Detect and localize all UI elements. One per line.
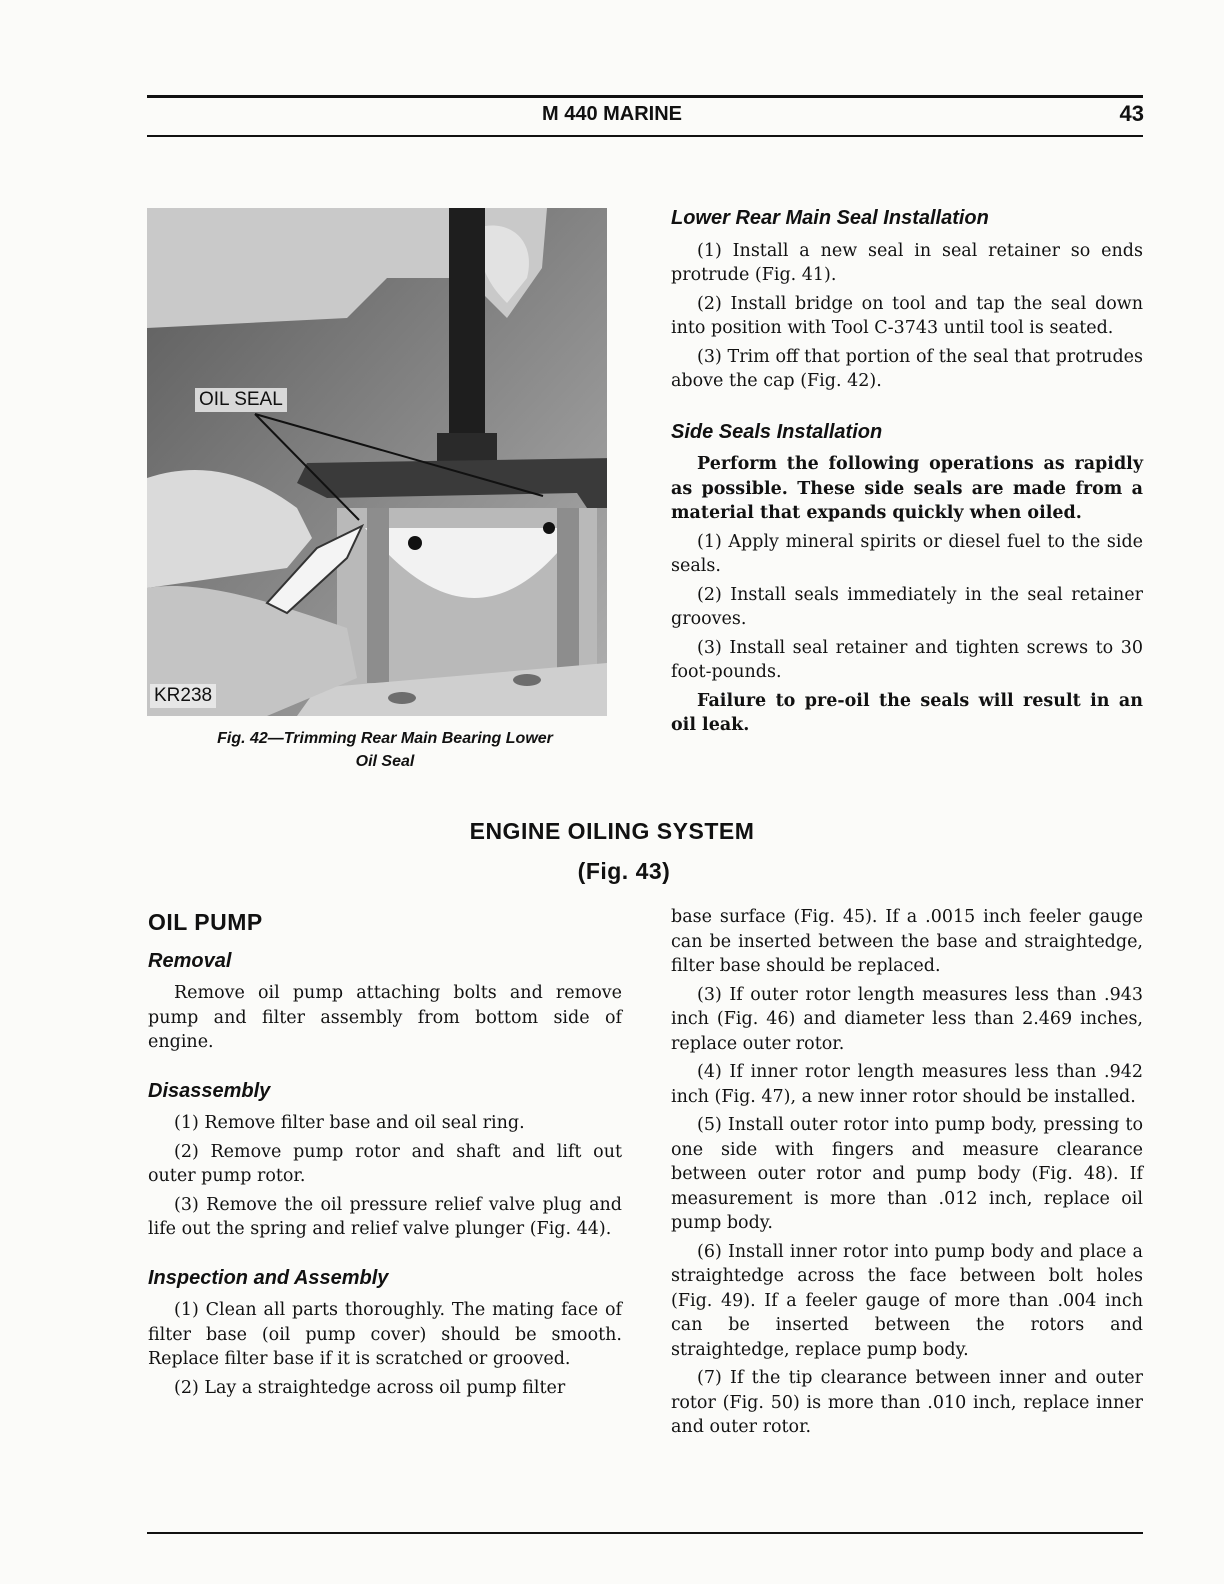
running-header-title: M 440 MARINE xyxy=(541,103,683,125)
figure-caption-line1: Fig. 42—Trimming Rear Main Bearing Lower xyxy=(217,730,553,747)
inspection-step-1: (1) Clean all parts thoroughly. The mating face of filter base (oil pump cover) should be smooth. Replace filter base if it is scratched or grooved. xyxy=(148,1300,622,1369)
right-column-bottom xyxy=(671,905,1143,1444)
seal-trimming-illustration xyxy=(147,208,607,716)
assembly-step-4: (4) If inner rotor length measures less than .942 inch (Fig. 47), a new inner rotor should be installed. xyxy=(671,1062,1143,1107)
removal-text: Remove oil pump attaching bolts and remove pump and filter assembly from bottom side of engine. xyxy=(148,983,622,1052)
left-column-bottom xyxy=(148,910,622,1404)
side-seals-heading: Side Seals Installation xyxy=(671,420,883,443)
right-column-top xyxy=(671,206,1143,742)
side-seals-step-2: (2) Install seals immediately in the seal retainer grooves. xyxy=(671,584,1143,629)
section-subtitle: (Fig. 43) xyxy=(577,858,671,884)
section-title: ENGINE OILING SYSTEM xyxy=(469,818,755,844)
side-seals-intro: Perform the following operations as rapidly as possible. These side seals are made from a material that expands quickly when oiled. xyxy=(671,454,1143,523)
header-top-rule xyxy=(147,95,1143,98)
disassembly-step-1: (1) Remove filter base and oil seal ring. xyxy=(174,1113,525,1133)
oil-pump-heading: OIL PUMP xyxy=(148,909,263,935)
continuation-text: base surface (Fig. 45). If a .0015 inch feeler gauge can be inserted between the base and straightedge, filter base should be replaced. xyxy=(671,907,1143,976)
oil-seal-label: OIL SEAL xyxy=(195,388,287,412)
footer-rule xyxy=(147,1532,1143,1534)
disassembly-step-2: (2) Remove pump rotor and shaft and lift out outer pump rotor. xyxy=(148,1141,622,1186)
disassembly-step-3: (3) Remove the oil pressure relief valve plug and life out the spring and relief valve plunger (Fig. 44). xyxy=(148,1194,622,1239)
page-number: 43 xyxy=(1119,101,1144,126)
lower-rear-step-3: (3) Trim off that portion of the seal that protrudes above the cap (Fig. 42). xyxy=(671,346,1143,391)
figure-caption xyxy=(150,727,620,773)
header-bottom-rule xyxy=(147,135,1143,137)
figure-photo xyxy=(147,208,607,716)
lower-rear-step-1: (1) Install a new seal in seal retainer so ends protrude (Fig. 41). xyxy=(671,240,1143,285)
assembly-step-5: (5) Install outer rotor into pump body, pressing to one side with fingers and measure clearance between outer rotor and pump body (Fig. 48). If measurement is more than .012 inch, replace oil pump body. xyxy=(671,1115,1143,1233)
figure-caption-line2: Oil Seal xyxy=(355,753,415,770)
disassembly-heading: Disassembly xyxy=(148,1079,271,1102)
lower-rear-step-2: (2) Install bridge on tool and tap the seal down into position with Tool C-3743 until tool is seated. xyxy=(671,293,1143,338)
assembly-step-7: (7) If the tip clearance between inner and outer rotor (Fig. 50) is more than .010 inch, replace inner and outer rotor. xyxy=(671,1368,1143,1437)
inspection-heading: Inspection and Assembly xyxy=(148,1266,389,1289)
inspection-step-2: (2) Lay a straightedge across oil pump filter xyxy=(174,1377,566,1398)
side-seals-warning: Failure to pre-oil the seals will result in an oil leak. xyxy=(671,690,1143,735)
side-seals-step-1: (1) Apply mineral spirits or diesel fuel to the side seals. xyxy=(671,531,1143,576)
lower-rear-seal-heading: Lower Rear Main Seal Installation xyxy=(671,207,989,229)
assembly-step-6: (6) Install inner rotor into pump body and place a straightedge across the face between bolt holes (Fig. 49). If a feeler gauge of more than .004 inch can be inserted between the rotors and straightedge, replace pump body. xyxy=(671,1241,1143,1360)
removal-heading: Removal xyxy=(148,949,232,972)
side-seals-step-3: (3) Install seal retainer and tighten screws to 30 foot-pounds. xyxy=(671,637,1143,682)
figure-code-label: KR238 xyxy=(150,684,216,708)
assembly-step-3: (3) If outer rotor length measures less than .943 inch (Fig. 46) and diameter less than 2.469 inches, replace outer rotor. xyxy=(671,984,1143,1054)
